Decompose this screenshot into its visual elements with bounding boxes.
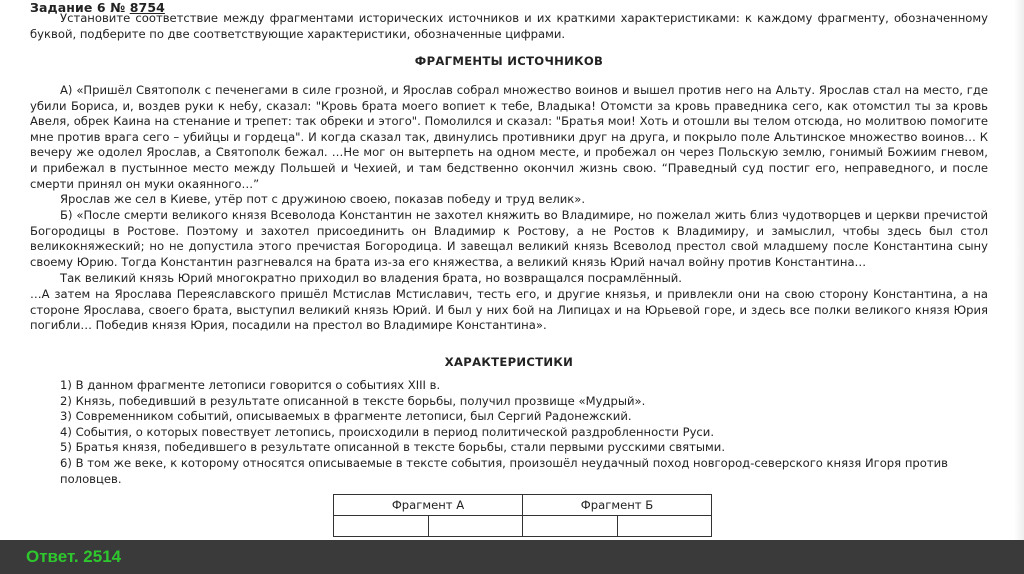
answer-text: Ответ. 2514 (26, 547, 122, 566)
characteristic-item: 2) Князь, победивший в результате описанной в тексте борьбы, получил прозвище «Мудрый». (60, 393, 646, 408)
fragment-b: Б) «После смерти великого князя Всеволода Константин не захотел княжить во Владимире, но пожелал жить близ чудотворцев и церкви пречистой Богородицы в Ростове. Поэтому и захотел присоединить он Владимир к Ростову, а не Ростов к Владимиру, и замыслил, чтобы здесь был стол великокняжеский; но не допустила этого пречистая Богородица. И завещал великий князь Всеволод престол свой младшему после Константина сыну своему Юрию. Тогда Константин разгневался на брата из-за его княжества, а великий князь Юрий начал войну против Константина… (30, 208, 988, 269)
characteristic-item: 3) Современником событий, описываемых в фрагменте летописи, был Сергий Радонежский. (60, 409, 632, 424)
slide-edge-shade (1014, 0, 1024, 540)
answer-footer-bar (0, 540, 1024, 574)
answer-table (333, 494, 712, 537)
characteristics-list (60, 378, 988, 487)
task-number-link[interactable]: 8754 (129, 0, 165, 15)
answer-cell-b2[interactable] (617, 516, 712, 537)
fragment-a-end: Ярослав же сел в Киеве, утёр пот с дружиною своею, показав победу и труд велик». (60, 192, 586, 206)
sources-heading: ФРАГМЕНТЫ ИСТОЧНИКОВ (414, 54, 604, 68)
header-fragment-a: Фрагмент А (334, 495, 523, 516)
characteristics-heading: ХАРАКТЕРИСТИКИ (444, 355, 574, 369)
task-label: Задание 6 № (30, 0, 126, 15)
fragment-b-end: …А затем на Ярослава Переяславского пришёл Мстислав Мстиславич, тесть его, и другие князья, и привлекли они на свою сторону Константина, а на стороне Ярослава, своего брата, выступил великий князь Юрий. И был у них бой на Липицах и на Юрьевой горе, и здесь все полки великого князя Юрия погибли… Победив князя Юрия, посадили на престол во Владимире Константина». (30, 287, 988, 333)
answer-table-header-row (334, 495, 712, 516)
answer-table-input-row (334, 516, 712, 537)
characteristic-item-6: 6) В том же веке, к которому относятся описываемые в тексте события, произошёл неудачный поход новгород-северского князя Игоря против половцев. (60, 455, 948, 486)
answer-cell-a2[interactable] (428, 516, 523, 537)
task-document (30, 0, 988, 540)
answer-cell-b1[interactable] (523, 516, 618, 537)
characteristic-item: 4) События, о которых повествует летопись, происходили в период политической раздробленности Руси. (60, 424, 715, 439)
characteristic-item: 5) Братья князя, победившего в результате описанной в тексте борьбы, стали первыми русскими святыми. (60, 440, 726, 455)
characteristic-item: 1) В данном фрагменте летописи говорится о событиях XIII в. (60, 378, 441, 392)
answer-cell-a1[interactable] (334, 516, 429, 537)
characteristic-item (60, 456, 988, 487)
fragment-b-mid: Так великий князь Юрий многократно приходил во владения брата, но возвращался посрамлённый. (60, 271, 682, 285)
header-fragment-b: Фрагмент Б (523, 495, 712, 516)
fragment-a: А) «Пришёл Святополк с печенегами в силе грозной, и Ярослав собрал множество воинов и вышел против него на Альту. Ярослав стал на место, где убили Бориса, и, воздев руки к небу, сказал: "Кровь брата моего вопиет к тебе, Владыка! Отомсти за кровь праведника сего, как отомстил ты за кровь Авеля, обрек Каина на стенание и трепет: так обреки и этого". Помолился и сказал: "Братья мои! Хоть и отошли вы телом отсюда, но молитвою помогите мне против врага сего – убийцы и гордеца". И когда сказал так, двинулись противники друг на друга, и покрыло поле Альтинское множество воинов… К вечеру же одолел Ярослав, а Святополк бежал. …Не мог он вытерпеть на одном месте, и пробежал он через Польскую землю, гонимый Божиим гневом, и прибежал в пустынное место между Польшей и Чехией, и там бедственно окончил жизнь свою. “Праведный суд постиг его, неправедного, и после смерти принял он муки окаянного…” (30, 83, 988, 191)
task-instruction: Установите соответствие между фрагментами исторических источников и их краткими характеристиками: к каждому фрагменту, обозначенному буквой, подберите по две соответствующие характеристики, обозначенные цифрами. (30, 11, 988, 41)
